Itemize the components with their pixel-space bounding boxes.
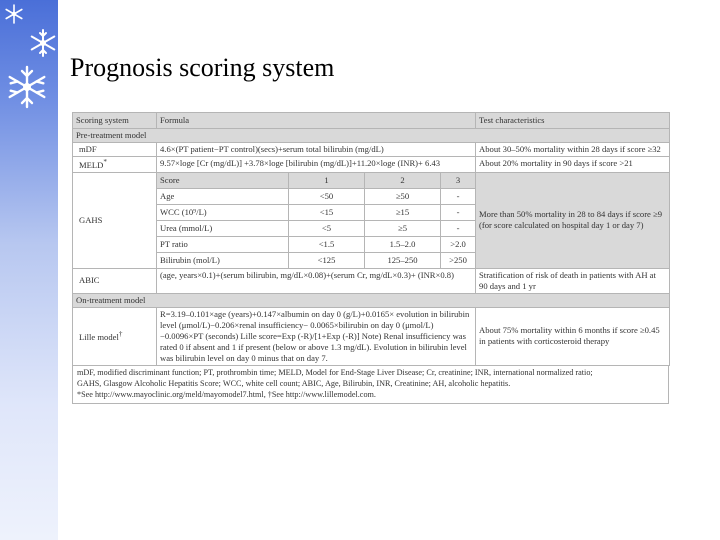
gahs-cell: 125–250	[365, 252, 441, 268]
system-name-meld-cell	[73, 157, 157, 173]
gahs-cell: WCC (10⁹/L)	[157, 204, 289, 220]
test-lille: About 75% mortality within 6 months if score ≥0.45 in patients with corticosteroid therapy	[476, 307, 670, 365]
gahs-col-header: 3	[441, 172, 476, 188]
gahs-subheader-row	[73, 172, 670, 188]
formula-mdf: 4.6×(PT patient−PT control)(secs)+serum total bilirubin (mg/dL)	[157, 143, 476, 157]
gahs-cell: Age	[157, 188, 289, 204]
snowflake-icon	[4, 64, 50, 110]
gahs-cell: 1.5–2.0	[365, 236, 441, 252]
gahs-cell: ≥50	[365, 188, 441, 204]
slide-title: Prognosis scoring system	[70, 53, 335, 82]
section-row-on-treatment	[73, 293, 670, 307]
footnote-line: mDF, modified discriminant function; PT, prothrombin time; MELD, Model for End-Stage Liver Disease; Cr, creatinine; INR, international normalized ratio;	[77, 367, 593, 377]
section-row-pre-treatment	[73, 129, 670, 143]
gahs-col-header: 1	[289, 172, 365, 188]
test-abic: Stratification of risk of death in patients with AH at 90 days and 1 yr	[476, 268, 670, 293]
gahs-cell: -	[441, 220, 476, 236]
gahs-cell: <1.5	[289, 236, 365, 252]
gahs-cell: <15	[289, 204, 365, 220]
section-label-on-treatment: On-treatment model	[73, 293, 670, 307]
section-label-pre-treatment: Pre-treatment model	[73, 129, 670, 143]
gahs-cell: >250	[441, 252, 476, 268]
prognosis-table	[72, 112, 669, 404]
gahs-col-header: Score	[157, 172, 289, 188]
table-header-row	[73, 113, 670, 129]
footnote-line: *See http://www.mayoclinic.org/meld/mayomodel7.html, †See http://www.lillemodel.com.	[77, 389, 376, 399]
header-scoring-system: Scoring system	[73, 113, 157, 129]
system-name-abic: ABIC	[73, 268, 157, 293]
header-formula: Formula	[157, 113, 476, 129]
meld-footnote-mark: *	[103, 158, 107, 166]
system-name-lille: Lille model	[79, 331, 119, 342]
footnote-line: GAHS, Glasgow Alcoholic Hepatitis Score; WCC, white cell count; ABIC, Age, Bilirubin, INR, Creatinine; AH, alcoholic hepatitis.	[77, 378, 511, 388]
gahs-cell: -	[441, 188, 476, 204]
test-meld: About 20% mortality in 90 days if score >21	[476, 157, 670, 173]
gahs-cell: <5	[289, 220, 365, 236]
test-gahs: More than 50% mortality in 28 to 84 days if score ≥9 (for score calculated on hospital day 1 or day 7)	[476, 172, 670, 268]
gahs-cell: ≥15	[365, 204, 441, 220]
test-mdf: About 30–50% mortality within 28 days if score ≥32	[476, 143, 670, 157]
table-footnote	[72, 366, 669, 404]
table-row-lille	[73, 307, 670, 365]
gahs-cell: >2.0	[441, 236, 476, 252]
snowflake-icon	[4, 4, 24, 24]
header-test-characteristics: Test characteristics	[476, 113, 670, 129]
formula-abic: (age, years×0.1)+(serum bilirubin, mg/dL×0.08)+(serum Cr, mg/dL×0.3)+ (INR×0.8)	[157, 268, 476, 293]
gahs-cell: -	[441, 204, 476, 220]
gahs-col-header: 2	[365, 172, 441, 188]
snowflake-icon	[28, 28, 58, 58]
system-name-lille-cell	[73, 307, 157, 365]
formula-lille: R=3.19–0.101×age (years)+0.147×albumin on day 0 (g/L)+0.0165× evolution in bilirubin level (μmol/L)−0.206×renal insufficiency− 0.0065×bilirubin on day 0 (μmol/L)−0.0096×PT (seconds) Lille score=Exp (-R)/[1+Exp (-R)] Note) Renal insufficiency was rated 0 if absent and 1 if present (below or above 1.3 mg/dL). Evolution in bilirubin level was bilirubin level on day 0 minus that on day 7.	[157, 307, 476, 365]
table-row-abic	[73, 268, 670, 293]
formula-meld: 9.57×loge [Cr (mg/dL)] +3.78×loge [bilirubin (mg/dL)]+11.20×loge (INR)+ 6.43	[157, 157, 476, 173]
system-name-gahs: GAHS	[73, 172, 157, 268]
gahs-cell: <50	[289, 188, 365, 204]
system-name-meld: MELD	[79, 159, 104, 170]
gahs-cell: Bilirubin (mol/L)	[157, 252, 289, 268]
table-row-mdf	[73, 143, 670, 157]
gahs-cell: Urea (mmol/L)	[157, 220, 289, 236]
gahs-cell: PT ratio	[157, 236, 289, 252]
system-name-mdf: mDF	[73, 143, 157, 157]
gahs-cell: ≥5	[365, 220, 441, 236]
table-row-meld	[73, 157, 670, 173]
decorative-sidebar	[0, 0, 58, 540]
gahs-cell: <125	[289, 252, 365, 268]
lille-footnote-mark: †	[118, 329, 123, 338]
